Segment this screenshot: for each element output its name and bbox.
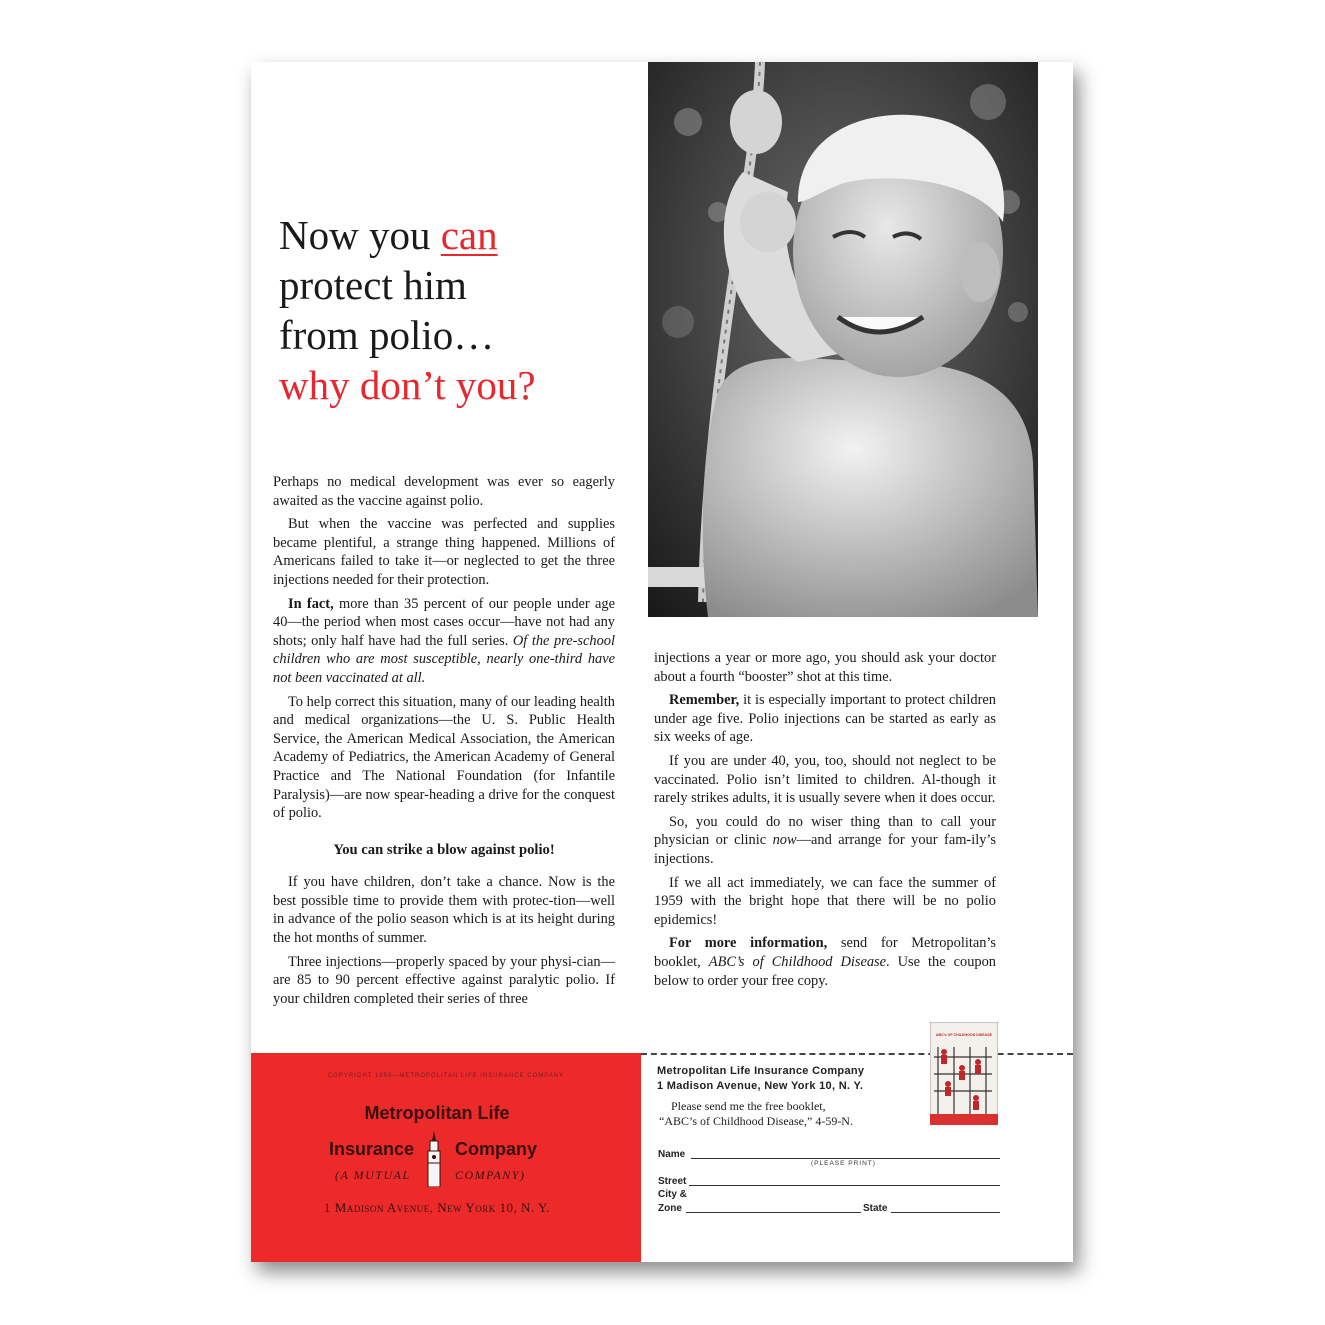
paragraph-3-lead: In fact,: [288, 595, 334, 612]
paragraph-12-italic: ABC’s of Childhood Disease: [708, 953, 887, 970]
headline-line-3: from polio…: [279, 312, 495, 358]
tower-icon: [424, 1131, 444, 1187]
street-field[interactable]: [689, 1185, 1000, 1186]
company-logo-box: [251, 1053, 641, 1262]
coupon-address: 1 Madison Avenue, New York 10, N. Y.: [657, 1080, 864, 1092]
copyright-line: COPYRIGHT 1959—METROPOLITAN LIFE INSURANCE COMPANY: [327, 1073, 565, 1079]
state-label: State: [863, 1203, 888, 1214]
zone-label: Zone: [658, 1203, 682, 1214]
logo-name-line-1: Metropolitan Life: [364, 1103, 510, 1123]
logo-name-insurance: Insurance: [329, 1139, 415, 1159]
headline: [279, 210, 619, 410]
logo-name-company: Company: [455, 1139, 538, 1159]
paragraph-12: [654, 934, 996, 990]
paragraph-2: But when the vaccine was perfected and supplies became plentiful, a strange thing happened. Millions of Americans failed to take it—or neglected to get the three injections needed for their protection.: [273, 516, 615, 588]
headline-line-1: [279, 210, 619, 260]
state-field[interactable]: [891, 1212, 1000, 1213]
paragraph-8-text: it is especially important to protect children under age five. Polio injections can be started as early as six weeks of age.: [654, 692, 996, 746]
headline-line-4: why don’t you?: [279, 362, 536, 408]
paragraph-10-b: —and arrange for your fam-ily’s injections.: [654, 832, 996, 867]
paragraph-3: [273, 595, 615, 688]
headline-line-2: protect him: [279, 262, 467, 308]
logo-mutual-left: (A MUTUAL: [335, 1168, 411, 1182]
coupon-cut-line: [641, 1053, 1073, 1055]
child-photo: [648, 62, 1038, 617]
subhead: You can strike a blow against polio!: [333, 841, 555, 858]
body-column-right: [654, 649, 996, 995]
paragraph-12-a: send for Metropolitan’s booklet,: [654, 935, 996, 970]
paragraph-7: injections a year or more ago, you should ask your doctor about a fourth “booster” shot at this time.: [654, 650, 996, 685]
paragraph-10-a: So, you could do no wiser thing than to call your physician or clinic: [654, 813, 996, 849]
paragraph-6: Three injections—properly spaced by your physi-cian—are 85 to 90 percent effective against paralytic polio. If your children completed their series of three: [273, 953, 615, 1007]
print-hint: (PLEASE PRINT): [811, 1160, 876, 1167]
paragraph-1: Perhaps no medical development was ever so eagerly awaited as the vaccine against polio.: [273, 474, 615, 509]
logo-address: 1 Madison Avenue, New York 10, N. Y.: [324, 1200, 550, 1215]
booklet-cover-image: [930, 1022, 998, 1125]
name-label: Name: [658, 1149, 686, 1160]
city-zone-field[interactable]: [686, 1212, 861, 1213]
headline-can: can: [440, 212, 498, 258]
street-label: Street: [658, 1176, 687, 1187]
paragraph-3-italic: Of the pre-school children who are most susceptible, nearly one-third have not been vaccinated at all.: [273, 632, 615, 686]
paragraph-4: To help correct this situation, many of our leading health and medical organizations—the U. S. Public Health Service, the American Medical Association, the American Academy of Pediatrics, the American Academy of General Practice and The National Foundation (for Infantile Paralysis)—are now spear-heading a drive for the conquest of polio.: [273, 693, 615, 822]
advertisement-page: [251, 62, 1073, 1262]
body-column-left: [273, 473, 615, 1013]
paragraph-11: If we all act immediately, we can face the summer of 1959 with the bright hope that there will be no polio epidemics!: [654, 874, 996, 928]
coupon-booklet-title: “ABC’s of Childhood Disease,” 4-59-N.: [659, 1114, 853, 1128]
headline-now-you: Now you: [279, 212, 441, 258]
paragraph-8: [654, 691, 996, 747]
paragraph-9: If you are under 40, you, too, should not neglect to be vaccinated. Polio isn’t limited to children. Al-though it rarely strikes adults, it is usually severe when it does occur.: [654, 752, 996, 807]
paragraph-10-italic: now: [772, 832, 797, 849]
paragraph-12-b: . Use the coupon below to order your free copy.: [654, 953, 996, 989]
paragraph-8-lead: Remember,: [669, 692, 740, 709]
paragraph-12-lead: For more information,: [669, 935, 828, 952]
booklet-title: ABC's OF CHILDHOOD DISEASE: [935, 1033, 993, 1037]
logo-mutual-right: COMPANY): [455, 1168, 526, 1182]
paragraph-5: If you have children, don’t take a chance. Now is the best possible time to provide them with protec-tion—well in advance of the polio season which is at its height during the hot months of summer.: [273, 874, 615, 947]
coupon-company: Metropolitan Life Insurance Company: [657, 1065, 865, 1077]
paragraph-3-text: more than 35 percent of our people under age 40—the period when most cases occur—have not had any shots; only half have had the full series.: [273, 595, 615, 649]
city-label: City &: [658, 1189, 687, 1200]
paragraph-10: [654, 813, 996, 869]
name-field[interactable]: [691, 1158, 1000, 1159]
coupon-send-text: Please send me the free booklet,: [671, 1099, 826, 1113]
